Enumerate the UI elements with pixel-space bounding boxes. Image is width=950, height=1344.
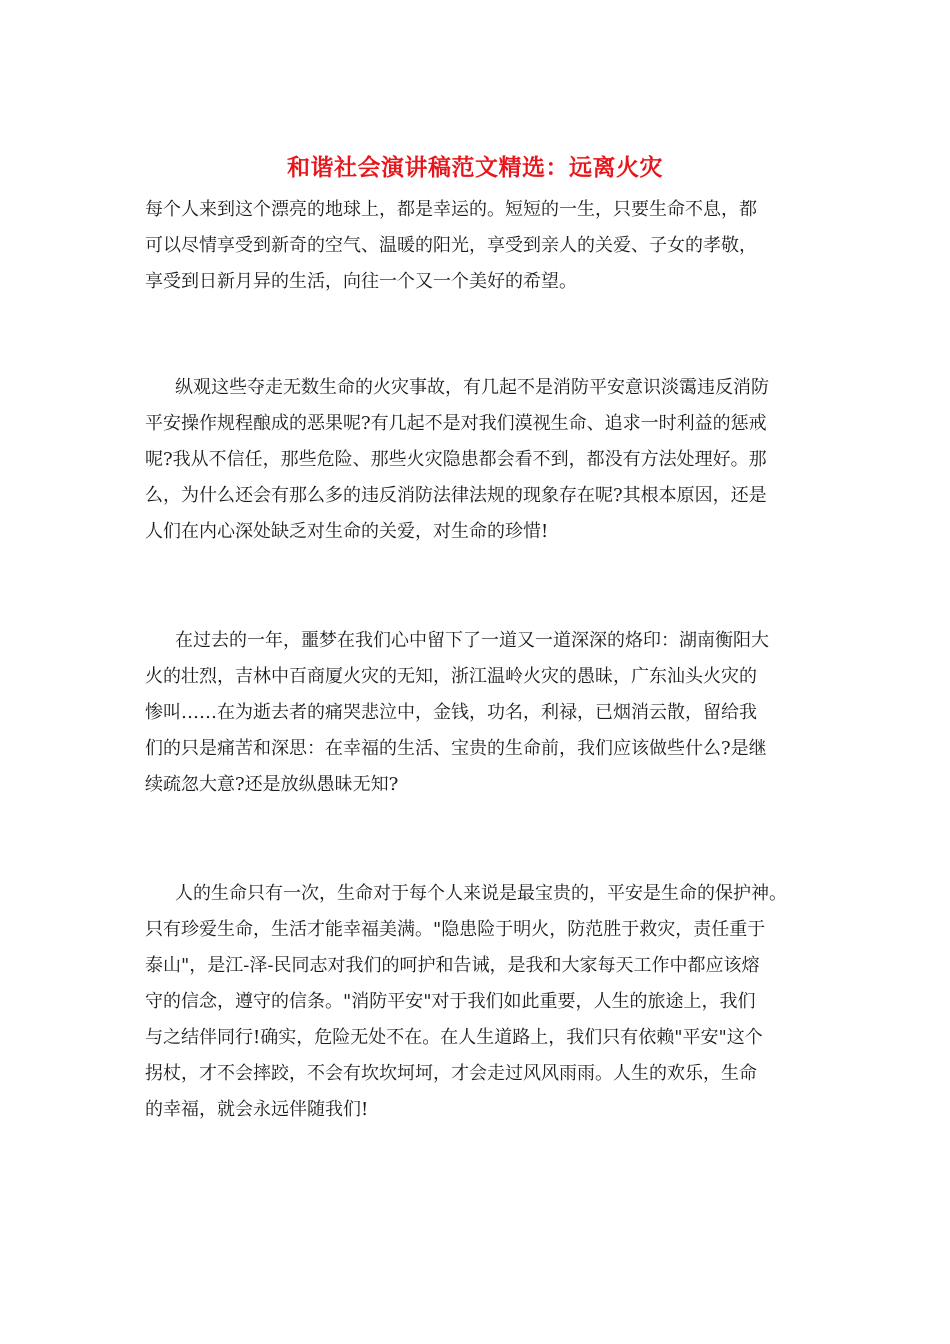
paragraph-1: [145, 192, 825, 300]
paragraph-4: [145, 876, 825, 1128]
paragraph-line: 泰山"，是江-泽-民同志对我们的呵护和告诫，是我和大家每天工作中都应该熔: [145, 955, 760, 976]
paragraph-line: 与之结伴同行!确实，危险无处不在。在人生道路上，我们只有依赖"平安"这个: [145, 1027, 763, 1048]
paragraph-2: [145, 370, 825, 550]
paragraph-3: [145, 623, 825, 803]
paragraph-line: 可以尽情享受到新奇的空气、温暖的阳光，享受到亲人的关爱、子女的孝敬，: [145, 235, 757, 256]
paragraph-line: 们的只是痛苦和深思：在幸福的生活、宝贵的生命前，我们应该做些什么?是继: [145, 738, 767, 759]
paragraph-line: 平安操作规程酿成的恶果呢?有几起不是对我们漠视生命、追求一时利益的惩戒: [145, 413, 767, 434]
paragraph-line: 人的生命只有一次，生命对于每个人来说是最宝贵的，平安是生命的保护神。: [175, 883, 787, 904]
paragraph-line: 呢?我从不信任，那些危险、那些火灾隐患都会看不到，都没有方法处理好。那: [145, 449, 767, 470]
paragraph-line: 么，为什么还会有那么多的违反消防法律法规的现象存在呢?其根本原因，还是: [145, 485, 767, 506]
paragraph-line: 的幸福，就会永远伴随我们!: [145, 1099, 369, 1120]
paragraph-line: 惨叫……在为逝去者的痛哭悲泣中，金钱，功名，利禄，已烟消云散，留给我: [145, 702, 757, 723]
paragraph-line: 人们在内心深处缺乏对生命的关爱，对生命的珍惜!: [145, 521, 549, 542]
paragraph-line: 续疏忽大意?还是放纵愚昧无知?: [145, 774, 399, 795]
paragraph-line: 只有珍爱生命，生活才能幸福美满。"隐患险于明火，防范胜于救灾，责任重于: [145, 919, 766, 940]
paragraph-line: 火的壮烈，吉林中百商厦火灾的无知，浙江温岭火灾的愚昧，广东汕头火灾的: [145, 666, 757, 687]
paragraph-line: 拐杖，才不会摔跤，不会有坎坎坷坷，才会走过风风雨雨。人生的欢乐，生命: [145, 1063, 757, 1084]
paragraph-line: 每个人来到这个漂亮的地球上，都是幸运的。短短的一生，只要生命不息，都: [145, 199, 757, 220]
paragraph-line: 在过去的一年，噩梦在我们心中留下了一道又一道深深的烙印：湖南衡阳大: [175, 630, 769, 651]
paragraph-line: 纵观这些夺走无数生命的火灾事故，有几起不是消防平安意识淡霭违反消防: [175, 377, 769, 398]
paragraph-line: 享受到日新月异的生活，向往一个又一个美好的希望。: [145, 271, 577, 292]
paragraph-line: 守的信念，遵守的信条。"消防平安"对于我们如此重要，人生的旅途上，我们: [145, 991, 756, 1012]
document-title: 和谐社会演讲稿范文精选：远离火灾: [287, 154, 663, 181]
